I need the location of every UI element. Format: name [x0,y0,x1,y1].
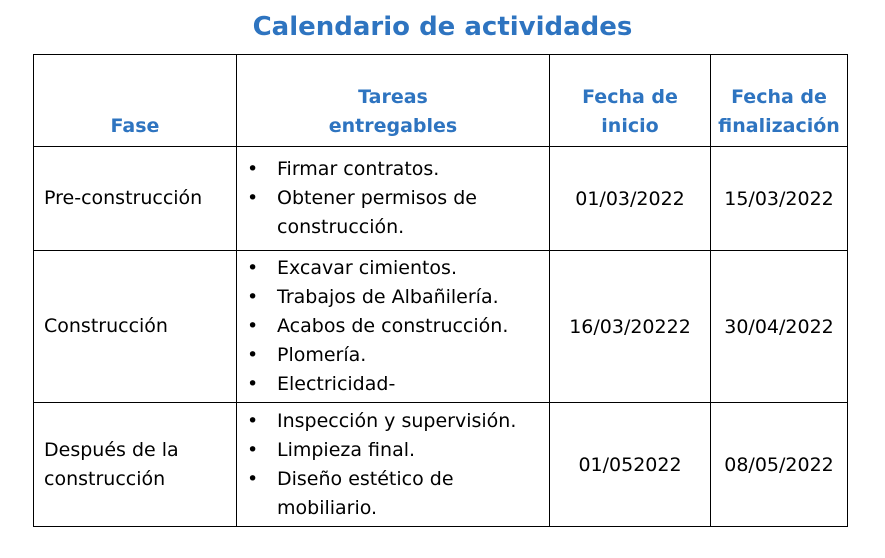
table-row [34,403,848,527]
header-inicio-line1: Fecha de [582,86,678,108]
task-item: • Electricidad- [237,370,549,399]
start-date-cell: 01/052022 [550,403,711,527]
header-row [34,55,848,147]
header-inicio-line2: inicio [601,115,659,137]
header-tareas-line1: Tareas [358,86,428,108]
header-tareas-line2: entregables [328,115,458,137]
fase-line: construcción [44,467,166,490]
fase-cell [34,403,237,527]
task-item: • Limpieza final. [237,436,549,465]
task-item: • Diseño estético de mobiliario. [237,465,549,523]
fase-line: Construcción [44,315,168,337]
activities-table [33,54,848,527]
task-item: • Plomería. [237,341,549,370]
tasks-cell [237,147,550,251]
task-item: • Obtener permisos de construcción. [237,184,549,242]
task-item: • Inspección y supervisión. [237,407,549,436]
task-item: • Acabos de construcción. [237,312,549,341]
header-tareas [237,55,550,147]
fase-cell [34,251,237,403]
task-item: • Firmar contratos. [237,155,549,184]
header-fin [711,55,848,147]
header-fin-line2: finalización [718,115,840,137]
end-date-cell: 08/05/2022 [711,403,848,527]
tasks-cell [237,403,550,527]
end-date-cell: 30/04/2022 [711,251,848,403]
header-inicio [550,55,711,147]
start-date-cell: 01/03/2022 [550,147,711,251]
tasks-cell [237,251,550,403]
header-fase [34,55,237,147]
task-list [237,254,549,399]
header-fase-label: Fase [110,115,160,137]
table-row [34,147,848,251]
header-fin-line1: Fecha de [731,86,827,108]
end-date-cell: 15/03/2022 [711,147,848,251]
fase-line: Pre-construcción [44,187,203,209]
task-list [237,407,549,523]
fase-cell [34,147,237,251]
start-date-cell: 16/03/20222 [550,251,711,403]
table-row [34,251,848,403]
page-title: Calendario de actividades [252,12,633,42]
fase-line: Después de la [44,438,179,461]
task-item: • Excavar cimientos. [237,254,549,283]
task-item: • Trabajos de Albañilería. [237,283,549,312]
task-list [237,155,549,242]
